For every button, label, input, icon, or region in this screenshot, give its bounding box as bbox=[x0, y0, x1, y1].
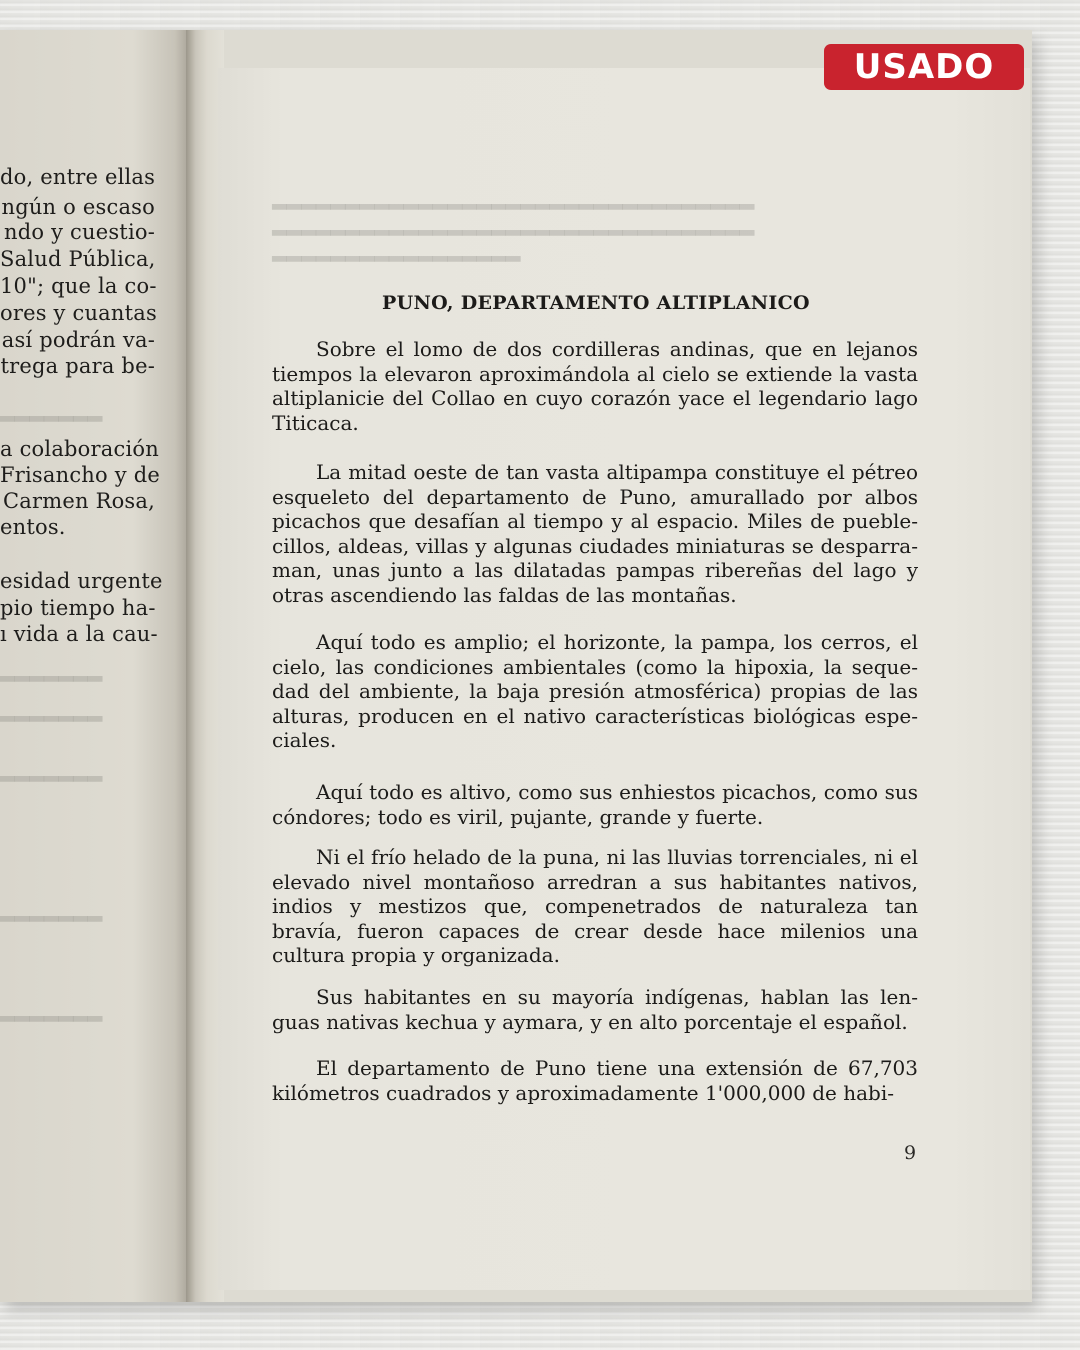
paragraph: La mitad oeste de tan vasta altipampa constituye el pétreo esqueleto del departamento de Puno, amurallado por albos picachos que desafían al tiempo y al espacio. Miles de pueblecillos, aldeas, villas y algunas ciudades miniaturas se desparraman, unas junto a las dilatadas pampas ribereñas del lago y otras ascendiendo las faldas de las montañas. bbox=[272, 460, 918, 607]
paragraph: El departamento de Puno tiene una extensión de 67,703 kilómetros cuadrados y aproximadamente 1'000,000 de habi- bbox=[272, 1056, 918, 1105]
left-line: ndo y cuestio- bbox=[3, 220, 155, 244]
paragraph: Ni el frío helado de la puna, ni las lluvias torrenciales, ni el elevado nivel montañoso arredran a sus habitantes nativos, indios y mestizos que, compenetrados de naturaleza tan bravía, fueron capaces de crear desde hace milenios una cultura propia y organizada. bbox=[272, 845, 918, 967]
left-line: do, entre ellas bbox=[0, 165, 156, 189]
left-line: ores y cuantas bbox=[0, 301, 157, 325]
paragraph: Aquí todo es amplio; el horizonte, la pampa, los cerros, el cielo, las condiciones ambientales (como la hipoxia, la sequedad del ambiente, la baja presión atmosférica) propias de las alturas, producen en el nativo características biológicas especiales. bbox=[272, 630, 918, 752]
left-line: pio tiempo ha- bbox=[0, 596, 156, 620]
paragraph: Sobre el lomo de dos cordilleras andinas, que en lejanos tiempos la elevaron aproximándola al cielo se extiende la vasta altiplanicie del Collao en cuyo corazón yace el legendario lago Titicaca. bbox=[272, 337, 918, 435]
left-line: ngún o escaso bbox=[1, 195, 155, 219]
left-line: Carmen Rosa, bbox=[3, 489, 155, 513]
paragraph: Sus habitantes en su mayoría indígenas, hablan las lenguas nativas kechua y aymara, y en alto porcentaje el español. bbox=[272, 985, 918, 1034]
left-line: entos. bbox=[0, 515, 66, 539]
used-badge: USADO bbox=[824, 44, 1024, 90]
left-line: ı vida a la cau- bbox=[0, 622, 158, 646]
left-line: trega para be- bbox=[0, 354, 155, 378]
left-line: esidad urgente bbox=[0, 569, 163, 593]
left-line: así podrán va- bbox=[1, 328, 155, 352]
left-line: Frisancho y de bbox=[0, 463, 160, 487]
paragraph: Aquí todo es altivo, como sus enhiestos picachos, como sus cóndores; todo es viril, pujante, grande y fuerte. bbox=[272, 780, 918, 829]
left-line: a colaboración bbox=[0, 437, 159, 461]
section-title: PUNO, DEPARTAMENTO ALTIPLANICO bbox=[382, 292, 810, 314]
left-line: Salud Pública, bbox=[0, 247, 156, 271]
left-line: 10"; que la co- bbox=[0, 274, 157, 298]
page-number: 9 bbox=[904, 1142, 917, 1164]
